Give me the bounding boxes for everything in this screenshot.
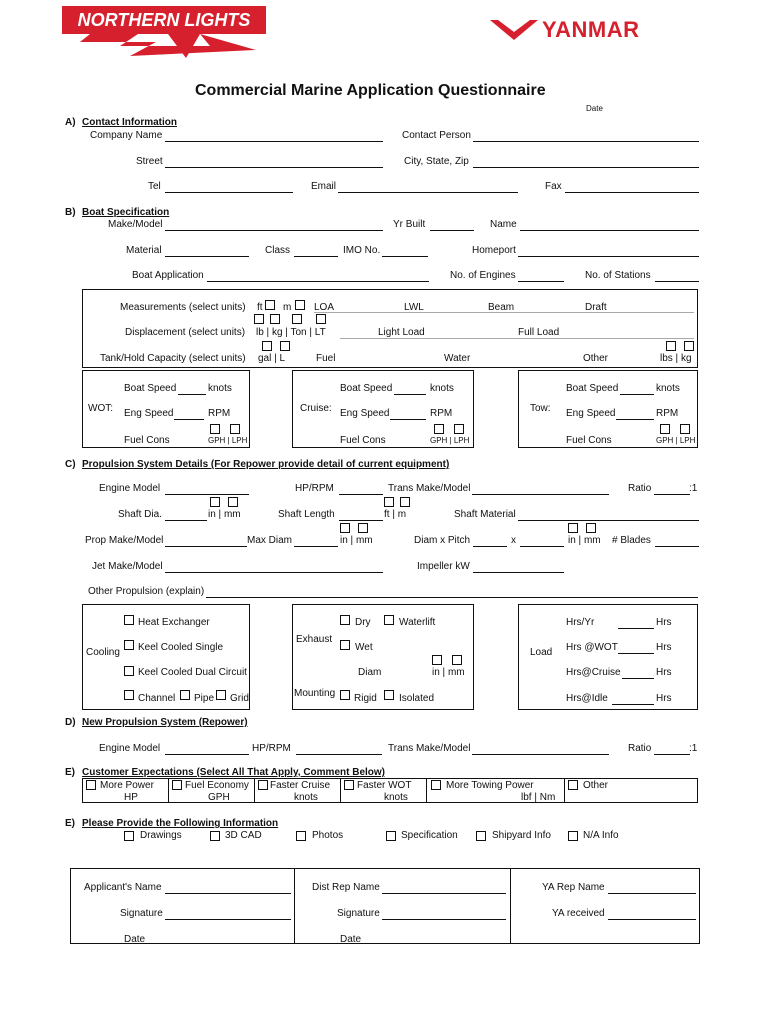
- unit-m-checkbox[interactable]: [295, 300, 305, 310]
- wot-gph-checkbox[interactable]: [210, 424, 220, 434]
- tow-gph-checkbox[interactable]: [660, 424, 670, 434]
- hrs-cruise-field[interactable]: [622, 678, 654, 679]
- fax-field[interactable]: [565, 192, 699, 193]
- cooling-label: Cooling: [86, 647, 120, 658]
- isolated-label: Isolated: [399, 693, 435, 704]
- section-a-letter: A): [65, 117, 76, 128]
- company-field[interactable]: [165, 141, 383, 142]
- sig-divider-1: [294, 868, 295, 944]
- grid-label: Grid: [230, 693, 249, 704]
- cruise-rpm-label: RPM: [430, 408, 453, 419]
- photos-checkbox[interactable]: [296, 831, 306, 841]
- shaft-dia-units: in | mm: [208, 509, 241, 520]
- dist-date-label: Date: [340, 934, 362, 945]
- waterlift-label: Waterlift: [399, 617, 436, 628]
- waterlift-checkbox[interactable]: [384, 615, 394, 625]
- faster-cruise-unit: knots: [294, 792, 318, 803]
- max-diam-mm-checkbox[interactable]: [358, 523, 368, 533]
- drawings-label: Drawings: [140, 830, 182, 841]
- disp-lb-checkbox[interactable]: [254, 314, 264, 324]
- city-field[interactable]: [473, 167, 699, 168]
- exhaust-dry-label: Dry: [355, 617, 371, 628]
- section-b-letter: B): [65, 207, 76, 218]
- unit-ft-checkbox[interactable]: [265, 300, 275, 310]
- cruise-gph-checkbox[interactable]: [434, 424, 444, 434]
- light-load-label: Light Load: [378, 327, 425, 338]
- sig-divider-2: [510, 868, 511, 944]
- pitch-mm-checkbox[interactable]: [586, 523, 596, 533]
- exp-divider-2: [254, 778, 255, 803]
- beam-label: Beam: [488, 302, 515, 313]
- shaft-length-field[interactable]: [339, 520, 383, 521]
- shipyard-info-label: Shipyard Info: [492, 830, 551, 841]
- exhaust-diam-units: in | mm: [432, 667, 465, 678]
- section-d-heading: New Propulsion System (Repower): [82, 717, 248, 728]
- hp-rpm-field[interactable]: [339, 494, 383, 495]
- wot-fuel-cons-label: Fuel Cons: [124, 435, 170, 446]
- new-hp-rpm-label: HP/RPM: [252, 743, 291, 754]
- email-label: Email: [311, 181, 337, 192]
- exhaust-wet-checkbox[interactable]: [340, 640, 350, 650]
- exhaust-wet-label: Wet: [355, 642, 373, 653]
- channel-checkbox[interactable]: [124, 690, 134, 700]
- yanmar-wordmark: YANMAR: [542, 17, 640, 42]
- engines-field[interactable]: [518, 281, 564, 282]
- channel-label: Channel: [138, 693, 176, 704]
- displacement-field[interactable]: [340, 338, 694, 339]
- impeller-label: Impeller kW: [417, 561, 470, 572]
- diam-pitch-x: x: [511, 535, 516, 546]
- measurements-label: Measurements (select units): [120, 302, 246, 313]
- hrs-idle-unit: Hrs: [656, 693, 672, 704]
- imo-field[interactable]: [382, 256, 428, 257]
- tow-boat-speed-label: Boat Speed: [566, 383, 619, 394]
- mounting-label: Mounting: [294, 688, 336, 699]
- application-field[interactable]: [207, 281, 429, 282]
- wot-eng-speed-label: Eng Speed: [124, 408, 174, 419]
- faster-wot-checkbox[interactable]: [344, 780, 354, 790]
- new-engine-model-field[interactable]: [165, 754, 249, 755]
- jet-make-label: Jet Make/Model: [92, 561, 163, 572]
- new-ratio-label: Ratio: [628, 743, 652, 754]
- shaft-length-units: ft | m: [384, 509, 407, 520]
- page-title: Commercial Marine Application Questionnaire: [195, 82, 546, 99]
- section-b-heading: Boat Specification: [82, 207, 170, 218]
- lwl-label: LWL: [404, 302, 424, 313]
- cad-checkbox[interactable]: [210, 831, 220, 841]
- heat-exchanger-checkbox[interactable]: [124, 615, 134, 625]
- material-label: Material: [126, 245, 162, 256]
- specification-label: Specification: [401, 830, 458, 841]
- dist-rep-name-label: Dist Rep Name: [312, 882, 380, 893]
- pitch-field[interactable]: [520, 546, 564, 547]
- shaft-dia-mm-checkbox[interactable]: [228, 497, 238, 507]
- unit-ft-label: ft: [257, 302, 263, 313]
- homeport-field[interactable]: [518, 256, 699, 257]
- hrs-yr-field[interactable]: [618, 628, 654, 629]
- na-info-label: N/A Info: [583, 830, 619, 841]
- tow-label: Tow:: [530, 403, 551, 414]
- wot-label: WOT:: [88, 403, 113, 414]
- imo-label: IMO No.: [343, 245, 381, 256]
- dist-signature-label: Signature: [337, 908, 380, 919]
- fuel-economy-unit: GPH: [208, 792, 230, 803]
- cruise-lph-checkbox[interactable]: [454, 424, 464, 434]
- other-tank-label: Other: [583, 353, 609, 364]
- new-trans-label: Trans Make/Model: [388, 743, 471, 754]
- yr-built-label: Yr Built: [393, 219, 426, 230]
- measurements-field[interactable]: [314, 312, 694, 313]
- ya-rep-name-label: YA Rep Name: [542, 882, 605, 893]
- keel-single-checkbox[interactable]: [124, 640, 134, 650]
- make-model-label: Make/Model: [108, 219, 163, 230]
- city-label: City, State, Zip: [404, 156, 469, 167]
- cruise-fuel-cons-label: Fuel Cons: [340, 435, 386, 446]
- section-e2-heading: Please Provide the Following Information: [82, 818, 279, 829]
- shaft-material-field[interactable]: [518, 520, 699, 521]
- section-c-letter: C): [65, 459, 76, 470]
- ratio-label: Ratio: [628, 483, 652, 494]
- tank-label: Tank/Hold Capacity (select units): [100, 353, 246, 364]
- other-propulsion-label: Other Propulsion (explain): [88, 586, 205, 597]
- engines-label: No. of Engines: [450, 270, 516, 281]
- boat-name-field[interactable]: [520, 230, 699, 231]
- tank-gal-checkbox[interactable]: [262, 341, 272, 351]
- new-hp-rpm-field[interactable]: [296, 754, 382, 755]
- engine-model-label: Engine Model: [99, 483, 161, 494]
- applicant-signature-label: Signature: [120, 908, 163, 919]
- section-e-letter: E): [65, 767, 75, 778]
- faster-wot-unit: knots: [384, 792, 408, 803]
- cruise-knots-label: knots: [430, 383, 454, 394]
- rigid-label: Rigid: [354, 693, 377, 704]
- wot-lph-checkbox[interactable]: [230, 424, 240, 434]
- new-ratio-suffix: :1: [689, 743, 698, 754]
- towing-power-unit: lbf | Nm: [521, 792, 556, 803]
- street-field[interactable]: [165, 167, 383, 168]
- ya-received-label: YA received: [552, 908, 605, 919]
- disp-units-label: lb | kg | Ton | LT: [256, 327, 326, 338]
- displacement-label: Displacement (select units): [125, 327, 246, 338]
- towing-power-checkbox[interactable]: [431, 780, 441, 790]
- grid-checkbox[interactable]: [216, 690, 226, 700]
- shaft-len-ft-checkbox[interactable]: [384, 497, 394, 507]
- exp-divider-4: [426, 778, 427, 803]
- faster-cruise-checkbox[interactable]: [258, 780, 268, 790]
- expect-other-checkbox[interactable]: [568, 780, 578, 790]
- tow-eng-speed-label: Eng Speed: [566, 408, 616, 419]
- company-label: Company Name: [90, 130, 163, 141]
- hrs-idle-label: Hrs@Idle: [566, 693, 608, 704]
- make-model-field[interactable]: [165, 230, 383, 231]
- other-propulsion-field[interactable]: [206, 597, 698, 598]
- faster-cruise-label: Faster Cruise: [270, 780, 331, 791]
- cruise-boat-speed-label: Boat Speed: [340, 383, 393, 394]
- dist-signature-field[interactable]: [382, 919, 506, 920]
- trans-field[interactable]: [472, 494, 609, 495]
- loa-label: LOA: [314, 302, 335, 313]
- exhaust-diam-in-checkbox[interactable]: [432, 655, 442, 665]
- contact-person-field[interactable]: [473, 141, 699, 142]
- tow-boat-speed-field[interactable]: [620, 394, 654, 395]
- exhaust-dry-checkbox[interactable]: [340, 615, 350, 625]
- specification-checkbox[interactable]: [386, 831, 396, 841]
- shaft-material-label: Shaft Material: [454, 509, 516, 520]
- unit-m-label: m: [283, 302, 292, 313]
- ratio-field[interactable]: [654, 494, 690, 495]
- exp-divider-1: [168, 778, 169, 803]
- cruise-eng-speed-field[interactable]: [390, 419, 426, 420]
- new-ratio-field[interactable]: [654, 754, 690, 755]
- fuel-tank-label: Fuel: [316, 353, 336, 364]
- tow-rpm-label: RPM: [656, 408, 679, 419]
- diam-pitch-label: Diam x Pitch: [414, 535, 471, 546]
- max-diam-field[interactable]: [294, 546, 338, 547]
- hrs-cruise-label: Hrs@Cruise: [566, 667, 621, 678]
- keel-single-label: Keel Cooled Single: [138, 642, 224, 653]
- new-engine-model-label: Engine Model: [99, 743, 161, 754]
- towing-power-label: More Towing Power: [446, 780, 534, 791]
- faster-wot-label: Faster WOT: [357, 780, 412, 791]
- application-label: Boat Application: [132, 270, 204, 281]
- load-label: Load: [530, 647, 553, 658]
- section-d-letter: D): [65, 717, 76, 728]
- wot-rpm-label: RPM: [208, 408, 231, 419]
- blades-field[interactable]: [655, 546, 699, 547]
- diam-field[interactable]: [473, 546, 507, 547]
- hp-rpm-label: HP/RPM: [295, 483, 334, 494]
- hrs-wot-label: Hrs @WOT: [566, 642, 618, 653]
- stations-label: No. of Stations: [585, 270, 651, 281]
- class-field[interactable]: [294, 256, 338, 257]
- max-diam-units: in | mm: [340, 535, 373, 546]
- disp-ton-checkbox[interactable]: [292, 314, 302, 324]
- hrs-yr-label: Hrs/Yr: [566, 617, 595, 628]
- pipe-label: Pipe: [194, 693, 215, 704]
- shaft-dia-label: Shaft Dia.: [118, 509, 162, 520]
- trans-label: Trans Make/Model: [388, 483, 471, 494]
- cad-label: 3D CAD: [225, 830, 262, 841]
- northern-lights-wordmark: NORTHERN LIGHTS: [77, 10, 251, 30]
- more-power-label: More Power: [100, 780, 154, 791]
- new-trans-field[interactable]: [472, 754, 609, 755]
- prop-make-field[interactable]: [165, 546, 247, 547]
- fax-label: Fax: [545, 181, 562, 192]
- other-kg-checkbox[interactable]: [684, 341, 694, 351]
- water-tank-label: Water: [444, 353, 471, 364]
- dist-rep-name-field[interactable]: [382, 893, 506, 894]
- photos-label: Photos: [312, 830, 344, 841]
- applicant-signature-field[interactable]: [165, 919, 291, 920]
- pitch-units: in | mm: [568, 535, 601, 546]
- hrs-yr-unit: Hrs: [656, 617, 672, 628]
- shaft-dia-field[interactable]: [165, 520, 207, 521]
- tank-l-checkbox[interactable]: [280, 341, 290, 351]
- pitch-in-checkbox[interactable]: [568, 523, 578, 533]
- tel-field[interactable]: [165, 192, 293, 193]
- shaft-len-m-checkbox[interactable]: [400, 497, 410, 507]
- exp-divider-3: [340, 778, 341, 803]
- exhaust-diam-label: Diam: [358, 667, 382, 678]
- exp-divider-5: [564, 778, 565, 803]
- hrs-wot-field[interactable]: [618, 653, 654, 654]
- exhaust-diam-mm-checkbox[interactable]: [452, 655, 462, 665]
- shipyard-info-checkbox[interactable]: [476, 831, 486, 841]
- section-c-heading: Propulsion System Details (For Repower provide detail of current equipment): [82, 459, 450, 470]
- hrs-wot-unit: Hrs: [656, 642, 672, 653]
- wot-knots-label: knots: [208, 383, 232, 394]
- section-e-heading: Customer Expectations (Select All That Apply, Comment Below): [82, 767, 386, 778]
- keel-dual-checkbox[interactable]: [124, 666, 134, 676]
- hrs-idle-field[interactable]: [612, 704, 654, 705]
- section-a-heading: Contact Information: [82, 117, 177, 128]
- na-info-checkbox[interactable]: [568, 831, 578, 841]
- tow-eng-speed-field[interactable]: [616, 419, 654, 420]
- pipe-checkbox[interactable]: [180, 690, 190, 700]
- tow-lph-checkbox[interactable]: [680, 424, 690, 434]
- cruise-boat-speed-field[interactable]: [394, 394, 426, 395]
- cruise-eng-speed-label: Eng Speed: [340, 408, 390, 419]
- disp-lt-checkbox[interactable]: [316, 314, 326, 324]
- shaft-dia-in-checkbox[interactable]: [210, 497, 220, 507]
- tow-gph-lph-label: GPH | LPH: [656, 436, 696, 445]
- signature-box: [70, 868, 700, 944]
- isolated-checkbox[interactable]: [384, 690, 394, 700]
- expect-other-label: Other: [583, 780, 609, 791]
- keel-dual-label: Keel Cooled Dual Circuit: [138, 667, 247, 678]
- max-diam-in-checkbox[interactable]: [340, 523, 350, 533]
- ratio-suffix: :1: [689, 483, 698, 494]
- wot-boat-speed-label: Boat Speed: [124, 383, 177, 394]
- engine-model-field[interactable]: [165, 494, 249, 495]
- street-label: Street: [136, 156, 163, 167]
- cruise-label: Cruise:: [300, 403, 332, 414]
- disp-kg-checkbox[interactable]: [270, 314, 280, 324]
- email-field[interactable]: [338, 192, 518, 193]
- date-label: Date: [586, 104, 603, 113]
- tow-fuel-cons-label: Fuel Cons: [566, 435, 612, 446]
- more-power-unit: HP: [124, 792, 138, 803]
- wot-boat-speed-field[interactable]: [178, 394, 206, 395]
- heat-exchanger-label: Heat Exchanger: [138, 617, 210, 628]
- tank-units-label: gal | L: [258, 353, 286, 364]
- shaft-length-label: Shaft Length: [278, 509, 335, 520]
- wot-eng-speed-field[interactable]: [174, 419, 204, 420]
- homeport-label: Homeport: [472, 245, 516, 256]
- max-diam-label: Max Diam: [247, 535, 293, 546]
- stations-field[interactable]: [655, 281, 699, 282]
- more-power-checkbox[interactable]: [86, 780, 96, 790]
- cruise-gph-lph-label: GPH | LPH: [430, 436, 470, 445]
- jet-make-field[interactable]: [165, 572, 383, 573]
- material-field[interactable]: [165, 256, 249, 257]
- exhaust-label: Exhaust: [296, 634, 333, 645]
- fuel-economy-label: Fuel Economy: [185, 780, 249, 791]
- tow-knots-label: knots: [656, 383, 680, 394]
- yr-built-field[interactable]: [430, 230, 474, 231]
- drawings-checkbox[interactable]: [124, 831, 134, 841]
- applicant-name-field[interactable]: [165, 893, 291, 894]
- wot-gph-lph-label: GPH | LPH: [208, 436, 248, 445]
- tel-label: Tel: [148, 181, 161, 192]
- boat-name-label: Name: [490, 219, 517, 230]
- ya-rep-name-field[interactable]: [608, 893, 696, 894]
- impeller-field[interactable]: [473, 572, 564, 573]
- yanmar-logo: [490, 18, 680, 42]
- ya-received-field[interactable]: [608, 919, 696, 920]
- prop-make-label: Prop Make/Model: [85, 535, 164, 546]
- contact-person-label: Contact Person: [402, 130, 471, 141]
- rigid-checkbox[interactable]: [340, 690, 350, 700]
- other-lbs-checkbox[interactable]: [666, 341, 676, 351]
- other-units-label: lbs | kg: [660, 353, 692, 364]
- hrs-cruise-unit: Hrs: [656, 667, 672, 678]
- applicant-date-label: Date: [124, 934, 146, 945]
- full-load-label: Full Load: [518, 327, 560, 338]
- blades-label: # Blades: [612, 535, 651, 546]
- northern-lights-logo: [60, 4, 270, 60]
- section-e2-letter: E): [65, 818, 75, 829]
- applicant-name-label: Applicant's Name: [84, 882, 162, 893]
- fuel-economy-checkbox[interactable]: [172, 780, 182, 790]
- class-label: Class: [265, 245, 291, 256]
- draft-label: Draft: [585, 302, 607, 313]
